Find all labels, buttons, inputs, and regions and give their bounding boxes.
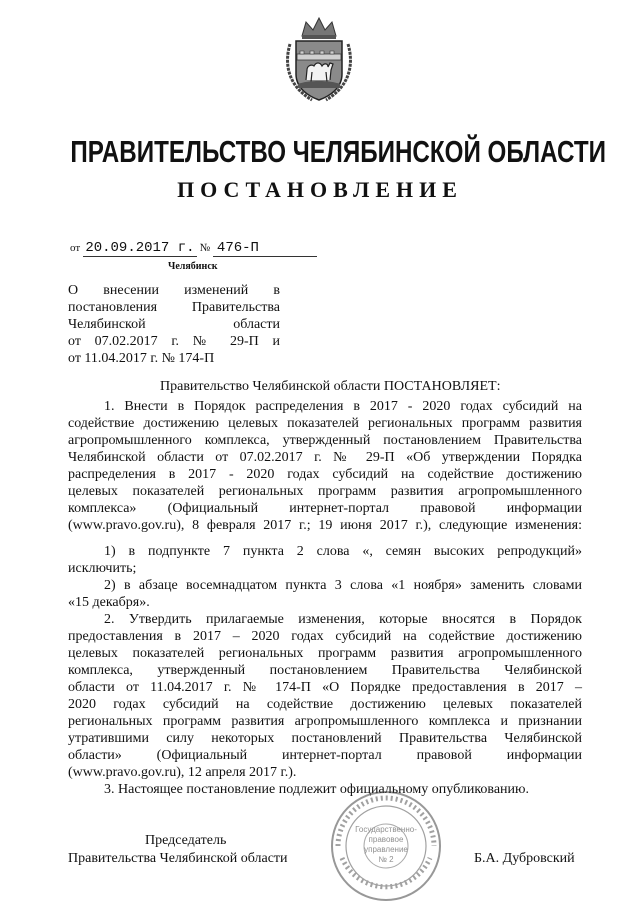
paragraph-line: целевых показателей региональных программ развития агропромышленного [68,646,582,661]
paragraph-line: предоставления в 2017 – 2020 годах субсидий на содействие достижению [68,629,582,644]
paragraph-line: комплекса» (Официальный интернет-портал правовой информации [68,501,582,516]
paragraph-1-2 [68,577,582,611]
paragraph-line: 3. Настоящее постановление подлежит официальному опубликованию. [104,782,529,797]
paragraph-line: области от 11.04.2017 г. № 174-П «О Порядке предоставления в 2017 – [68,680,582,695]
subject-line: постановления Правительства [68,300,280,315]
paragraph-1 [68,398,582,534]
paragraph-line: (www.pravo.gov.ru), 12 апреля 2017 г.). [68,765,297,780]
document-date: 20.09.2017 г. [83,240,197,257]
document-number: 476-П [213,240,317,257]
paragraph-line: области» (Официальный интернет-портал правовой информации [68,748,582,763]
paragraph-line: 1. Внести в Порядок распределения в 2017 - 2020 годах субсидий на [104,399,582,414]
subject-line: Челябинской области [68,317,280,332]
paragraph-line: целевых показателей региональных программ развития агропромышленного [68,484,582,499]
from-prefix: от [70,242,81,254]
signatory-name: Б.А. Дубровский [474,851,575,866]
paragraph-line: комплекса, утвержденный постановлением Правительства Челябинской [68,663,582,678]
paragraph-line: утратившими силу некоторых постановлений Правительства Челябинской [68,731,582,746]
paragraph-line: 2020 годах субсидий на содействие достижению целевых показателей [68,697,582,712]
seal-text-line: Государственно- [355,825,417,834]
seal-text-line: правовое [368,835,404,844]
date-number-line [70,240,317,257]
city-label: Челябинск [168,261,218,272]
paragraph-line: 2. Утвердить прилагаемые изменения, которые вносятся в Порядок [104,612,582,627]
signatory-title-line2: Правительства Челябинской области [68,851,288,866]
preamble: Правительство Челябинской области ПОСТАНОВЛЯЕТ: [160,379,501,394]
paragraph-line: содействие достижению целевых показателей региональных программ развития [68,416,582,431]
paragraph-line: Челябинской области от 07.02.2017 г. № 29-П «Об утверждении Порядка [68,450,582,465]
signatory-title-line1: Председатель [145,833,227,848]
subject-line: от 07.02.2017 г. № 29-П и [68,334,280,349]
coat-of-arms-emblem [282,14,356,106]
paragraph-line: распределения в 2017 - 2020 годах субсидий на содействие достижению [68,467,582,482]
paragraph-line: региональных программ развития агропромышленного комплекса и признании [68,714,582,729]
paragraph-line: исключить; [68,561,137,576]
seal-text-line: управление [364,845,408,854]
paragraph-line: агропромышленного комплекса, утвержденный постановлением Правительства [68,433,582,448]
seal-text-line: № 2 [378,855,394,864]
paragraph-1-1 [68,543,582,577]
government-title: ПРАВИТЕЛЬСТВО ЧЕЛЯБИНСКОЙ ОБЛАСТИ [70,134,606,169]
number-prefix: № [199,242,211,254]
paragraph-line: «15 декабря». [68,595,150,610]
paragraph-line: (www.pravo.gov.ru), 8 февраля 2017 г.; 19 июня 2017 г.), следующие изменения: [68,518,582,533]
paragraph-2 [68,611,582,781]
official-seal-stamp [318,784,450,902]
subject-block [68,282,280,367]
subject-line: О внесении изменений в [68,283,280,298]
subject-line: от 11.04.2017 г. № 174-П [68,351,215,366]
document-type: ПОСТАНОВЛЕНИЕ [177,177,463,202]
paragraph-line: 2) в абзаце восемнадцатом пункта 3 слова «1 ноября» заменить словами [104,578,582,593]
paragraph-line: 1) в подпункте 7 пункта 2 слова «, семян высоких репродукций» [104,544,582,559]
